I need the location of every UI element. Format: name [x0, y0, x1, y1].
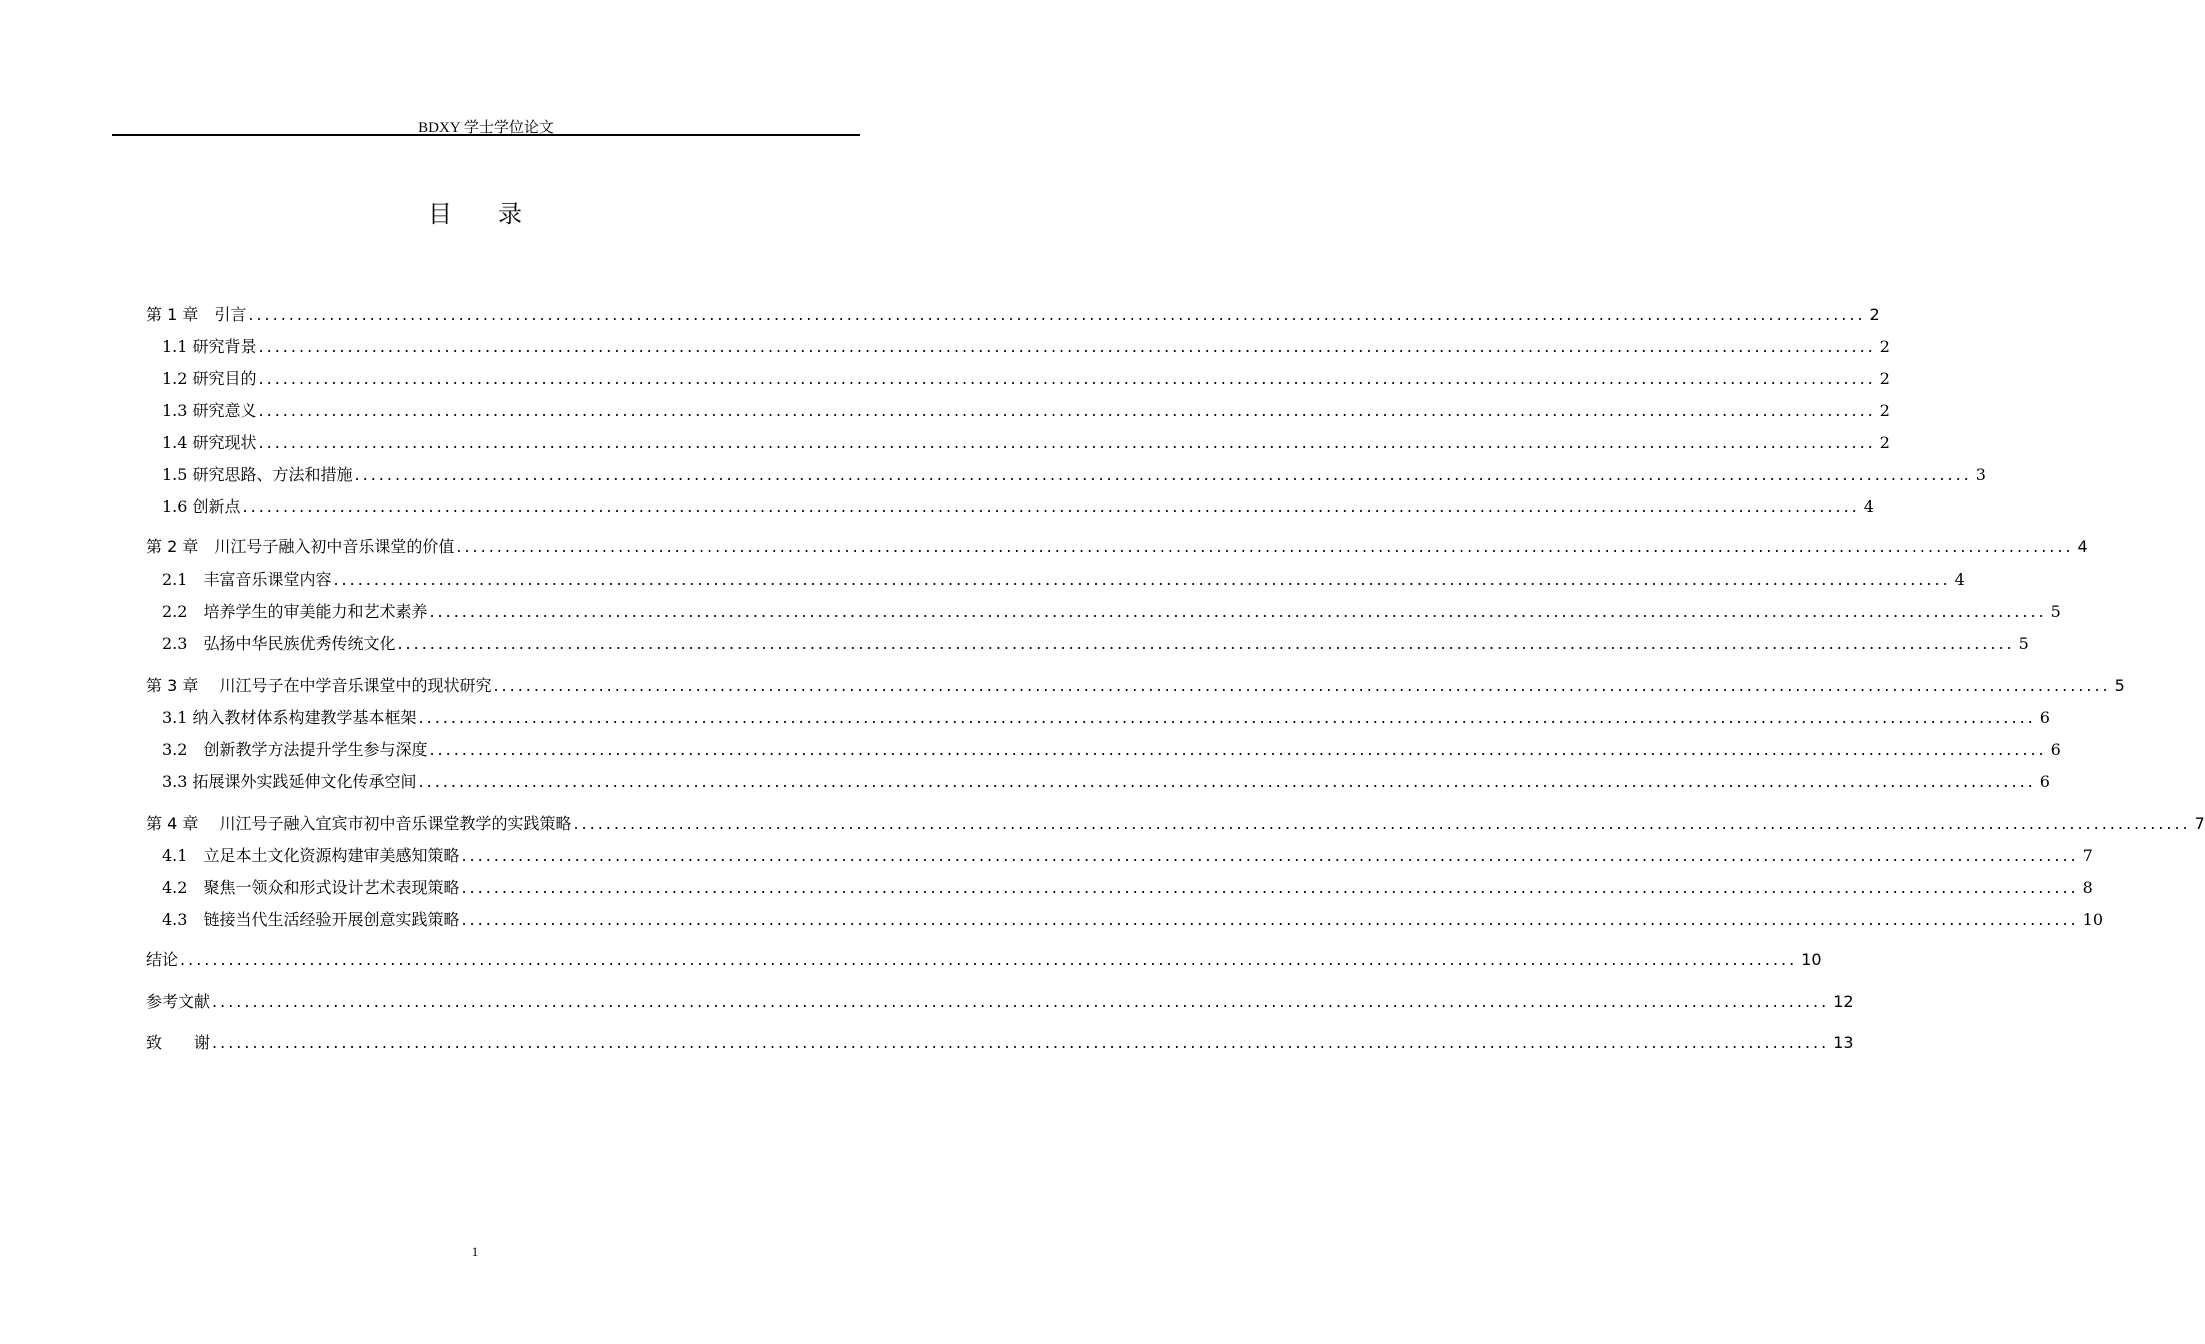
- toc-chapter-entry[interactable]: [146, 1030, 1854, 1054]
- toc-section-entry[interactable]: [146, 567, 1965, 591]
- toc-section-entry[interactable]: [146, 631, 2029, 655]
- toc-entry-page: 2: [1879, 401, 1890, 420]
- toc-section-entry[interactable]: [146, 705, 2050, 729]
- toc-entry-label: 4.3 链接当代生活经验开展创意实践策略: [162, 910, 460, 929]
- toc-leader-dots: ........................................................................................................................................................................................................: [258, 337, 1876, 356]
- toc-entry-label: 参考文献: [146, 992, 211, 1011]
- toc-entry-label: 3.2 创新教学方法提升学生参与深度: [162, 740, 428, 759]
- toc-entry-label: 第 4 章 川江号子融入宜宾市初中音乐课堂教学的实践策略: [146, 814, 572, 833]
- toc-entry-label: 3.1 纳入教材体系构建教学基本框架: [162, 708, 417, 727]
- toc-leader-dots: ........................................................................................................................................................................................................: [573, 814, 2191, 833]
- toc-entry-label: 4.1 立足本土文化资源构建审美感知策略: [162, 846, 460, 865]
- toc-entry-page: 8: [2082, 878, 2093, 897]
- toc-leader-dots: ........................................................................................................................................................................................................: [248, 305, 1866, 324]
- toc-leader-dots: ........................................................................................................................................................................................................: [258, 433, 1876, 452]
- toc-entry-label: 结论: [146, 950, 179, 969]
- toc-leader-dots: ........................................................................................................................................................................................................: [180, 950, 1798, 969]
- toc-entry-page: 6: [2039, 708, 2050, 727]
- toc-leader-dots: ........................................................................................................................................................................................................: [429, 740, 2047, 759]
- toc-leader-dots: ........................................................................................................................................................................................................: [212, 1033, 1830, 1052]
- toc-entry-page: 5: [2050, 602, 2061, 621]
- toc-entry-label: 第 1 章 引言: [146, 305, 247, 324]
- toc-chapter-entry[interactable]: [146, 673, 2125, 697]
- toc-leader-dots: ........................................................................................................................................................................................................: [212, 992, 1830, 1011]
- toc-chapter-entry[interactable]: [146, 534, 2088, 558]
- toc-entry-page: 2: [1879, 369, 1890, 388]
- toc-entry-label: 3.3 拓展课外实践延伸文化传承空间: [162, 772, 417, 791]
- toc-entry-page: 5: [2114, 676, 2125, 695]
- toc-entry-label: 致 谢: [146, 1033, 211, 1052]
- toc-leader-dots: ........................................................................................................................................................................................................: [456, 537, 2074, 556]
- toc-entry-label: 1.3 研究意义: [162, 401, 257, 420]
- toc-entry-page: 6: [2050, 740, 2061, 759]
- toc-section-entry[interactable]: [146, 494, 1874, 518]
- toc-leader-dots: ........................................................................................................................................................................................................: [418, 772, 2036, 791]
- toc-leader-dots: ........................................................................................................................................................................................................: [354, 465, 1972, 484]
- page-title: 目录: [428, 200, 568, 228]
- toc-leader-dots: ........................................................................................................................................................................................................: [461, 910, 2079, 929]
- toc-entry-page: 2: [1879, 337, 1890, 356]
- toc-leader-dots: ........................................................................................................................................................................................................: [242, 497, 1860, 516]
- toc-section-entry[interactable]: [146, 430, 1890, 454]
- toc-entry-label: 2.3 弘扬中华民族优秀传统文化: [162, 634, 396, 653]
- toc-entry-page: 7: [2082, 846, 2093, 865]
- toc-entry-page: 13: [1833, 1033, 1854, 1052]
- toc-entry-page: 2: [1869, 305, 1880, 324]
- toc-entry-page: 4: [1954, 570, 1965, 589]
- toc-section-entry[interactable]: [146, 599, 2061, 623]
- toc-entry-page: 10: [1801, 950, 1822, 969]
- toc-section-entry[interactable]: [146, 737, 2061, 761]
- toc-chapter-entry[interactable]: [146, 811, 2205, 835]
- toc-chapter-entry[interactable]: [146, 989, 1854, 1013]
- toc-entry-label: 1.2 研究目的: [162, 369, 257, 388]
- running-header: BDXY 学士学位论文: [418, 120, 554, 136]
- toc-section-entry[interactable]: [146, 398, 1890, 422]
- toc-leader-dots: ........................................................................................................................................................................................................: [258, 401, 1876, 420]
- toc-entry-page: 4: [2077, 537, 2088, 556]
- toc-entry-page: 6: [2039, 772, 2050, 791]
- toc-entry-page: 10: [2082, 910, 2103, 929]
- toc-entry-label: 1.5 研究思路、方法和措施: [162, 465, 353, 484]
- toc-leader-dots: ........................................................................................................................................................................................................: [397, 634, 2015, 653]
- toc-chapter-entry[interactable]: [146, 947, 1822, 971]
- toc-section-entry[interactable]: [146, 907, 2103, 931]
- toc-entry-label: 4.2 聚焦一领众和形式设计艺术表现策略: [162, 878, 460, 897]
- toc-section-entry[interactable]: [146, 366, 1890, 390]
- toc-chapter-entry[interactable]: [146, 302, 1880, 326]
- toc-section-entry[interactable]: [146, 334, 1890, 358]
- toc-entry-page: 4: [1863, 497, 1874, 516]
- toc-section-entry[interactable]: [146, 462, 1986, 486]
- toc-entry-label: 1.6 创新点: [162, 497, 241, 516]
- toc-leader-dots: ........................................................................................................................................................................................................: [333, 570, 1951, 589]
- toc-leader-dots: ........................................................................................................................................................................................................: [493, 676, 2111, 695]
- toc-entry-label: 第 2 章 川江号子融入初中音乐课堂的价值: [146, 537, 455, 556]
- page-number: 1: [471, 1244, 479, 1259]
- toc-entry-page: 3: [1975, 465, 1986, 484]
- toc-leader-dots: ........................................................................................................................................................................................................: [418, 708, 2036, 727]
- toc-section-entry[interactable]: [146, 843, 2093, 867]
- toc-entry-page: 7: [2194, 814, 2205, 833]
- toc-entry-label: 第 3 章 川江号子在中学音乐课堂中的现状研究: [146, 676, 492, 695]
- toc-leader-dots: ........................................................................................................................................................................................................: [461, 846, 2079, 865]
- toc-leader-dots: ........................................................................................................................................................................................................: [429, 602, 2047, 621]
- toc-section-entry[interactable]: [146, 875, 2093, 899]
- toc-entry-label: 1.1 研究背景: [162, 337, 257, 356]
- toc-leader-dots: ........................................................................................................................................................................................................: [258, 369, 1876, 388]
- toc-entry-page: 2: [1879, 433, 1890, 452]
- header-rule: [112, 134, 860, 136]
- toc-entry-label: 1.4 研究现状: [162, 433, 257, 452]
- toc-entry-label: 2.2 培养学生的审美能力和艺术素养: [162, 602, 428, 621]
- toc-section-entry[interactable]: [146, 769, 2050, 793]
- toc-entry-page: 12: [1833, 992, 1854, 1011]
- toc-entry-label: 2.1 丰富音乐课堂内容: [162, 570, 332, 589]
- toc-leader-dots: ........................................................................................................................................................................................................: [461, 878, 2079, 897]
- toc-entry-page: 5: [2018, 634, 2029, 653]
